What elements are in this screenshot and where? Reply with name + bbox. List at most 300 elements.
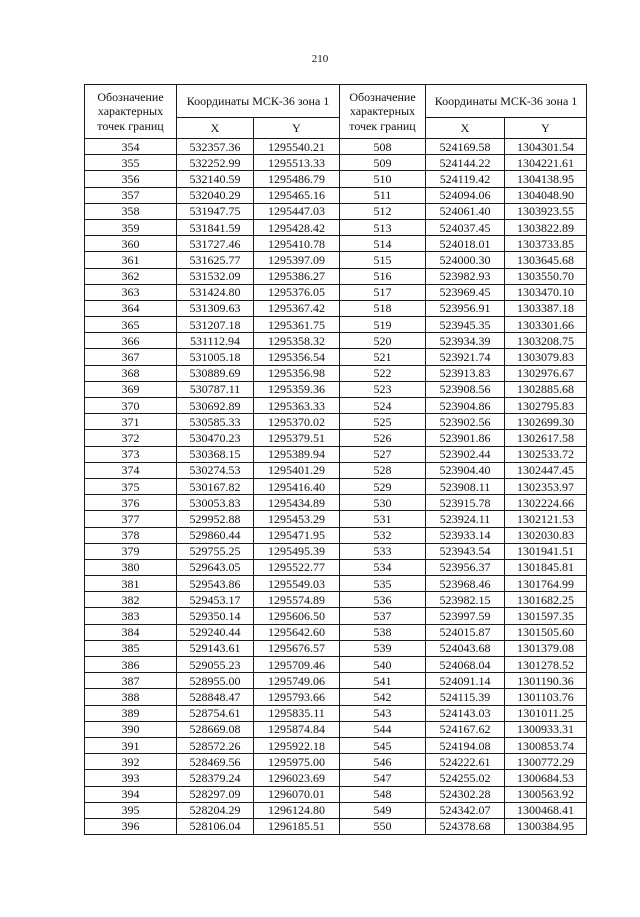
x-right: 524342.07 xyxy=(426,802,505,818)
x-left: 530167.82 xyxy=(177,478,254,494)
y-left: 1295397.09 xyxy=(254,252,340,268)
x-right: 523968.46 xyxy=(426,576,505,592)
x-left: 530368.15 xyxy=(177,446,254,462)
y-right: 1301597.35 xyxy=(505,608,587,624)
table-row xyxy=(85,446,587,462)
point-number-left: 371 xyxy=(85,414,177,430)
table-row xyxy=(85,349,587,365)
x-left: 530889.69 xyxy=(177,365,254,381)
y-right: 1302353.97 xyxy=(505,478,587,494)
x-left: 532252.99 xyxy=(177,155,254,171)
x-right: 523982.93 xyxy=(426,268,505,284)
point-number-left: 396 xyxy=(85,818,177,834)
y-right: 1302795.83 xyxy=(505,398,587,414)
x-left: 529860.44 xyxy=(177,527,254,543)
y-left: 1295359.36 xyxy=(254,381,340,397)
point-number-left: 357 xyxy=(85,187,177,203)
y-left: 1295447.03 xyxy=(254,203,340,219)
x-left: 531727.46 xyxy=(177,236,254,252)
x-right: 524302.28 xyxy=(426,786,505,802)
y-right: 1301764.99 xyxy=(505,576,587,592)
y-left: 1295416.40 xyxy=(254,478,340,494)
point-number-right: 523 xyxy=(340,381,426,397)
y-right: 1304048.90 xyxy=(505,187,587,203)
x-left: 528754.61 xyxy=(177,705,254,721)
y-left: 1295793.66 xyxy=(254,689,340,705)
table-row xyxy=(85,721,587,737)
x-left: 528669.08 xyxy=(177,721,254,737)
table-body xyxy=(85,139,587,835)
table-row xyxy=(85,624,587,640)
point-number-right: 547 xyxy=(340,770,426,786)
point-number-left: 375 xyxy=(85,478,177,494)
y-right: 1302885.68 xyxy=(505,381,587,397)
point-number-right: 543 xyxy=(340,705,426,721)
x-right: 524061.40 xyxy=(426,203,505,219)
x-right: 524255.02 xyxy=(426,770,505,786)
table-row xyxy=(85,187,587,203)
x-right: 524043.68 xyxy=(426,640,505,656)
y-left: 1295522.77 xyxy=(254,559,340,575)
y-right: 1300772.29 xyxy=(505,754,587,770)
y-right: 1302121.53 xyxy=(505,511,587,527)
table-row xyxy=(85,398,587,414)
x-right: 524015.87 xyxy=(426,624,505,640)
y-right: 1304301.54 xyxy=(505,139,587,155)
y-right: 1300933.31 xyxy=(505,721,587,737)
y-right: 1303923.55 xyxy=(505,203,587,219)
y-right: 1303079.83 xyxy=(505,349,587,365)
table-row xyxy=(85,559,587,575)
point-number-right: 517 xyxy=(340,284,426,300)
y-header-right: Y xyxy=(505,118,587,139)
page-number: 210 xyxy=(311,53,329,65)
y-right: 1303822.89 xyxy=(505,219,587,235)
x-left: 529350.14 xyxy=(177,608,254,624)
point-number-left: 361 xyxy=(85,252,177,268)
table-row xyxy=(85,737,587,753)
y-left: 1296070.01 xyxy=(254,786,340,802)
point-number-right: 524 xyxy=(340,398,426,414)
x-right: 523945.35 xyxy=(426,317,505,333)
x-right: 523934.39 xyxy=(426,333,505,349)
x-left: 531112.94 xyxy=(177,333,254,349)
point-number-left: 385 xyxy=(85,640,177,656)
table-row xyxy=(85,171,587,187)
table-row xyxy=(85,284,587,300)
point-number-right: 534 xyxy=(340,559,426,575)
table-row xyxy=(85,657,587,673)
y-right: 1301682.25 xyxy=(505,592,587,608)
y-left: 1295358.32 xyxy=(254,333,340,349)
x-right: 523902.56 xyxy=(426,414,505,430)
x-left: 528469.56 xyxy=(177,754,254,770)
point-number-right: 531 xyxy=(340,511,426,527)
point-number-right: 546 xyxy=(340,754,426,770)
point-number-right: 541 xyxy=(340,673,426,689)
point-number-right: 550 xyxy=(340,818,426,834)
y-left: 1295513.33 xyxy=(254,155,340,171)
x-right: 523908.56 xyxy=(426,381,505,397)
x-right: 524037.45 xyxy=(426,219,505,235)
table-row xyxy=(85,673,587,689)
table-row xyxy=(85,527,587,543)
point-number-right: 536 xyxy=(340,592,426,608)
point-number-left: 362 xyxy=(85,268,177,284)
y-right: 1301941.51 xyxy=(505,543,587,559)
point-number-right: 516 xyxy=(340,268,426,284)
point-number-left: 389 xyxy=(85,705,177,721)
table-row xyxy=(85,317,587,333)
point-number-left: 354 xyxy=(85,139,177,155)
point-number-right: 528 xyxy=(340,462,426,478)
y-right: 1303645.68 xyxy=(505,252,587,268)
y-right: 1301103.76 xyxy=(505,689,587,705)
point-number-left: 367 xyxy=(85,349,177,365)
y-right: 1302447.45 xyxy=(505,462,587,478)
x-right: 524018.01 xyxy=(426,236,505,252)
y-left: 1295376.05 xyxy=(254,284,340,300)
table-row xyxy=(85,608,587,624)
table-row xyxy=(85,770,587,786)
table-row xyxy=(85,430,587,446)
point-number-left: 390 xyxy=(85,721,177,737)
point-number-left: 374 xyxy=(85,462,177,478)
y-right: 1303733.85 xyxy=(505,236,587,252)
table-row xyxy=(85,414,587,430)
x-right: 524115.39 xyxy=(426,689,505,705)
y-right: 1300563.92 xyxy=(505,786,587,802)
point-number-left: 382 xyxy=(85,592,177,608)
table-row xyxy=(85,754,587,770)
point-number-right: 530 xyxy=(340,495,426,511)
point-number-right: 529 xyxy=(340,478,426,494)
x-left: 531309.63 xyxy=(177,300,254,316)
x-right: 523956.37 xyxy=(426,559,505,575)
point-number-left: 383 xyxy=(85,608,177,624)
y-left: 1295434.89 xyxy=(254,495,340,511)
point-number-right: 514 xyxy=(340,236,426,252)
x-left: 530470.23 xyxy=(177,430,254,446)
coordinates-table xyxy=(84,84,587,835)
point-number-right: 549 xyxy=(340,802,426,818)
table-row xyxy=(85,511,587,527)
x-left: 530053.83 xyxy=(177,495,254,511)
y-left: 1295465.16 xyxy=(254,187,340,203)
table-row xyxy=(85,381,587,397)
table-row xyxy=(85,139,587,155)
x-right: 523997.59 xyxy=(426,608,505,624)
point-number-left: 363 xyxy=(85,284,177,300)
point-number-left: 381 xyxy=(85,576,177,592)
x-left: 529755.25 xyxy=(177,543,254,559)
table-row xyxy=(85,802,587,818)
point-number-left: 355 xyxy=(85,155,177,171)
x-left: 528572.26 xyxy=(177,737,254,753)
point-header-right: Обозначение характерных точек границ xyxy=(340,85,426,139)
x-left: 530585.33 xyxy=(177,414,254,430)
x-right: 523924.11 xyxy=(426,511,505,527)
x-left: 532140.59 xyxy=(177,171,254,187)
x-left: 529643.05 xyxy=(177,559,254,575)
point-header-left: Обозначение характерных точек границ xyxy=(85,85,177,139)
x-left: 529240.44 xyxy=(177,624,254,640)
y-left: 1295495.39 xyxy=(254,543,340,559)
table-row xyxy=(85,478,587,494)
table-row xyxy=(85,543,587,559)
x-right: 524378.68 xyxy=(426,818,505,834)
y-left: 1295540.21 xyxy=(254,139,340,155)
point-number-right: 512 xyxy=(340,203,426,219)
y-left: 1295379.51 xyxy=(254,430,340,446)
point-number-left: 387 xyxy=(85,673,177,689)
point-number-right: 525 xyxy=(340,414,426,430)
point-number-left: 384 xyxy=(85,624,177,640)
y-left: 1296023.69 xyxy=(254,770,340,786)
table-row xyxy=(85,705,587,721)
y-right: 1301011.25 xyxy=(505,705,587,721)
point-number-left: 372 xyxy=(85,430,177,446)
y-right: 1302533.72 xyxy=(505,446,587,462)
x-right: 523915.78 xyxy=(426,495,505,511)
y-right: 1303301.66 xyxy=(505,317,587,333)
y-left: 1295606.50 xyxy=(254,608,340,624)
y-right: 1301190.36 xyxy=(505,673,587,689)
table-row xyxy=(85,818,587,834)
x-left: 530692.89 xyxy=(177,398,254,414)
point-number-right: 520 xyxy=(340,333,426,349)
point-number-right: 527 xyxy=(340,446,426,462)
point-number-left: 395 xyxy=(85,802,177,818)
x-right: 524144.22 xyxy=(426,155,505,171)
point-number-right: 540 xyxy=(340,657,426,673)
x-right: 523921.74 xyxy=(426,349,505,365)
x-left: 528106.04 xyxy=(177,818,254,834)
table-row xyxy=(85,219,587,235)
coords-header-right: Координаты МСК-36 зона 1 xyxy=(426,85,587,118)
y-left: 1295361.75 xyxy=(254,317,340,333)
y-left: 1295363.33 xyxy=(254,398,340,414)
point-number-left: 373 xyxy=(85,446,177,462)
y-right: 1303470.10 xyxy=(505,284,587,300)
y-left: 1295370.02 xyxy=(254,414,340,430)
point-number-left: 369 xyxy=(85,381,177,397)
point-number-left: 386 xyxy=(85,657,177,673)
x-right: 523943.54 xyxy=(426,543,505,559)
y-left: 1295749.06 xyxy=(254,673,340,689)
y-left: 1295386.27 xyxy=(254,268,340,284)
y-right: 1303387.18 xyxy=(505,300,587,316)
y-left: 1296185.51 xyxy=(254,818,340,834)
y-left: 1295922.18 xyxy=(254,737,340,753)
point-number-left: 391 xyxy=(85,737,177,753)
y-right: 1303550.70 xyxy=(505,268,587,284)
y-header-left: Y xyxy=(254,118,340,139)
table-row xyxy=(85,236,587,252)
y-right: 1304221.61 xyxy=(505,155,587,171)
point-number-right: 533 xyxy=(340,543,426,559)
x-left: 528204.29 xyxy=(177,802,254,818)
x-right: 524143.03 xyxy=(426,705,505,721)
point-number-left: 378 xyxy=(85,527,177,543)
point-number-right: 544 xyxy=(340,721,426,737)
x-left: 528848.47 xyxy=(177,689,254,705)
point-number-right: 521 xyxy=(340,349,426,365)
y-right: 1300384.95 xyxy=(505,818,587,834)
x-right: 523969.45 xyxy=(426,284,505,300)
y-left: 1296124.80 xyxy=(254,802,340,818)
table-row xyxy=(85,155,587,171)
table-row xyxy=(85,495,587,511)
x-right: 523901.86 xyxy=(426,430,505,446)
y-right: 1302030.83 xyxy=(505,527,587,543)
x-right: 524194.08 xyxy=(426,737,505,753)
y-left: 1295356.98 xyxy=(254,365,340,381)
table-row xyxy=(85,576,587,592)
table-row xyxy=(85,786,587,802)
x-left: 531841.59 xyxy=(177,219,254,235)
y-right: 1304138.95 xyxy=(505,171,587,187)
x-right: 523902.44 xyxy=(426,446,505,462)
y-right: 1300468.41 xyxy=(505,802,587,818)
x-left: 528297.09 xyxy=(177,786,254,802)
point-number-left: 388 xyxy=(85,689,177,705)
x-left: 531625.77 xyxy=(177,252,254,268)
table-row xyxy=(85,252,587,268)
point-number-right: 510 xyxy=(340,171,426,187)
table-row xyxy=(85,203,587,219)
x-right: 524094.06 xyxy=(426,187,505,203)
x-left: 530274.53 xyxy=(177,462,254,478)
y-right: 1302976.67 xyxy=(505,365,587,381)
x-left: 529055.23 xyxy=(177,657,254,673)
x-right: 524222.61 xyxy=(426,754,505,770)
x-left: 532357.36 xyxy=(177,139,254,155)
y-left: 1295401.29 xyxy=(254,462,340,478)
y-right: 1301278.52 xyxy=(505,657,587,673)
x-header-left: X xyxy=(177,118,254,139)
y-left: 1295428.42 xyxy=(254,219,340,235)
point-number-right: 526 xyxy=(340,430,426,446)
y-left: 1295486.79 xyxy=(254,171,340,187)
y-left: 1295410.78 xyxy=(254,236,340,252)
y-left: 1295676.57 xyxy=(254,640,340,656)
y-right: 1300684.53 xyxy=(505,770,587,786)
x-right: 524091.14 xyxy=(426,673,505,689)
point-number-right: 539 xyxy=(340,640,426,656)
table-row xyxy=(85,689,587,705)
table-row xyxy=(85,333,587,349)
table-row xyxy=(85,268,587,284)
x-left: 528379.24 xyxy=(177,770,254,786)
x-right: 524068.04 xyxy=(426,657,505,673)
point-number-right: 545 xyxy=(340,737,426,753)
point-number-right: 532 xyxy=(340,527,426,543)
point-number-right: 548 xyxy=(340,786,426,802)
x-right: 523933.14 xyxy=(426,527,505,543)
point-number-right: 508 xyxy=(340,139,426,155)
y-left: 1295709.46 xyxy=(254,657,340,673)
point-number-right: 515 xyxy=(340,252,426,268)
table-row xyxy=(85,300,587,316)
x-right: 524119.42 xyxy=(426,171,505,187)
x-left: 530787.11 xyxy=(177,381,254,397)
x-left: 529143.61 xyxy=(177,640,254,656)
point-number-left: 358 xyxy=(85,203,177,219)
point-number-left: 364 xyxy=(85,300,177,316)
table-row xyxy=(85,592,587,608)
point-number-left: 366 xyxy=(85,333,177,349)
y-right: 1301845.81 xyxy=(505,559,587,575)
y-right: 1302224.66 xyxy=(505,495,587,511)
x-right: 524169.58 xyxy=(426,139,505,155)
y-left: 1295471.95 xyxy=(254,527,340,543)
x-right: 523956.91 xyxy=(426,300,505,316)
x-left: 528955.00 xyxy=(177,673,254,689)
x-right: 524000.30 xyxy=(426,252,505,268)
x-left: 529952.88 xyxy=(177,511,254,527)
y-left: 1295642.60 xyxy=(254,624,340,640)
x-right: 523904.40 xyxy=(426,462,505,478)
x-right: 524167.62 xyxy=(426,721,505,737)
y-left: 1295874.84 xyxy=(254,721,340,737)
point-number-left: 360 xyxy=(85,236,177,252)
y-right: 1302617.58 xyxy=(505,430,587,446)
point-number-left: 368 xyxy=(85,365,177,381)
y-right: 1301505.60 xyxy=(505,624,587,640)
x-left: 532040.29 xyxy=(177,187,254,203)
point-number-right: 522 xyxy=(340,365,426,381)
x-right: 523908.11 xyxy=(426,478,505,494)
point-number-left: 370 xyxy=(85,398,177,414)
y-left: 1295835.11 xyxy=(254,705,340,721)
point-number-left: 376 xyxy=(85,495,177,511)
point-number-right: 511 xyxy=(340,187,426,203)
point-number-left: 393 xyxy=(85,770,177,786)
point-number-right: 519 xyxy=(340,317,426,333)
coords-header-left: Координаты МСК-36 зона 1 xyxy=(177,85,340,118)
x-left: 531424.80 xyxy=(177,284,254,300)
point-number-right: 518 xyxy=(340,300,426,316)
point-number-left: 359 xyxy=(85,219,177,235)
point-number-left: 394 xyxy=(85,786,177,802)
y-left: 1295367.42 xyxy=(254,300,340,316)
point-number-left: 365 xyxy=(85,317,177,333)
point-number-left: 392 xyxy=(85,754,177,770)
table-row xyxy=(85,640,587,656)
y-left: 1295453.29 xyxy=(254,511,340,527)
y-right: 1303208.75 xyxy=(505,333,587,349)
y-left: 1295975.00 xyxy=(254,754,340,770)
table-row xyxy=(85,365,587,381)
table-row xyxy=(85,462,587,478)
x-right: 523982.15 xyxy=(426,592,505,608)
point-number-right: 513 xyxy=(340,219,426,235)
point-number-right: 542 xyxy=(340,689,426,705)
point-number-left: 380 xyxy=(85,559,177,575)
x-left: 531532.09 xyxy=(177,268,254,284)
y-right: 1300853.74 xyxy=(505,737,587,753)
x-left: 531947.75 xyxy=(177,203,254,219)
y-right: 1302699.30 xyxy=(505,414,587,430)
x-left: 531207.18 xyxy=(177,317,254,333)
point-number-right: 509 xyxy=(340,155,426,171)
point-number-right: 538 xyxy=(340,624,426,640)
y-left: 1295356.54 xyxy=(254,349,340,365)
y-left: 1295549.03 xyxy=(254,576,340,592)
x-right: 523913.83 xyxy=(426,365,505,381)
x-left: 531005.18 xyxy=(177,349,254,365)
